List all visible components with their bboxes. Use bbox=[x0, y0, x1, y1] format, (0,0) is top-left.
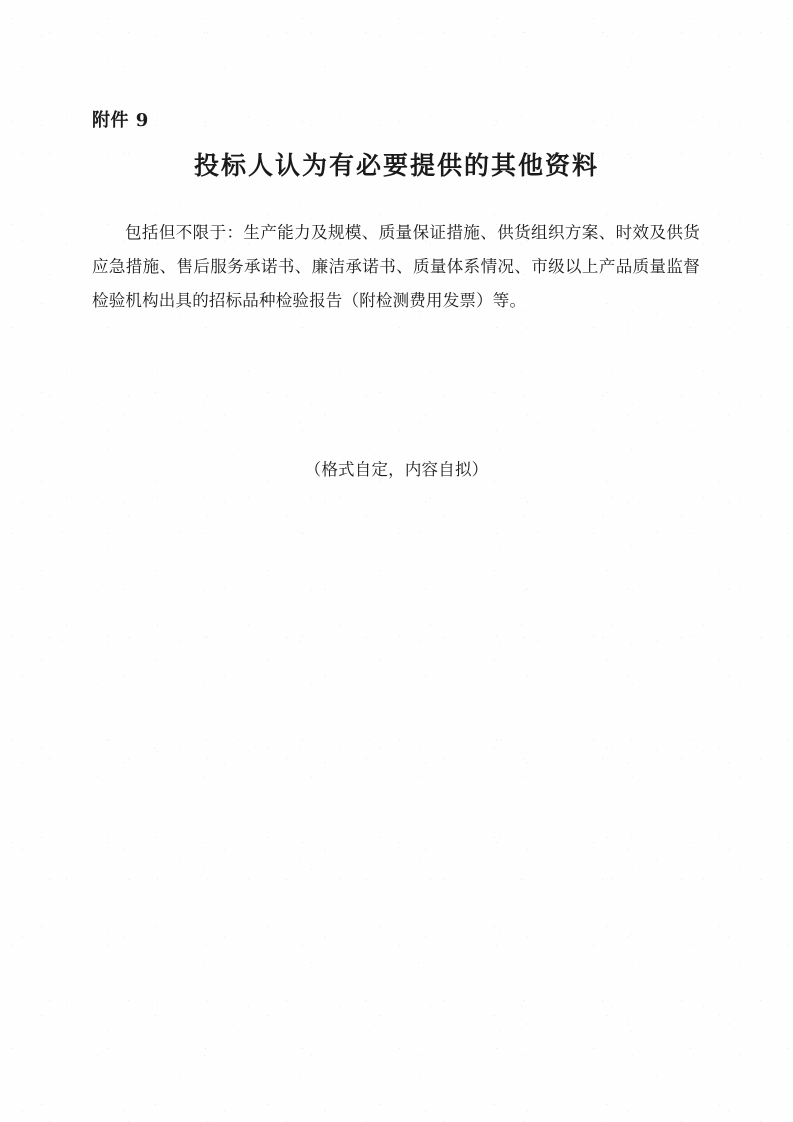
body-paragraph: 包括但不限于：生产能力及规模、质量保证措施、供货组织方案、时效及供货应急措施、售后服务承诺书、廉洁承诺书、质量体系情况、市级以上产品质量监督检验机构出具的招标品种检验报告（附检测费用发票）等。 bbox=[92, 223, 700, 310]
attachment-label: 附件 9 bbox=[92, 110, 149, 131]
page-title: 投标人认为有必要提供的其他资料 bbox=[193, 151, 599, 180]
format-note: （格式自定，内容自拟） bbox=[304, 460, 489, 479]
